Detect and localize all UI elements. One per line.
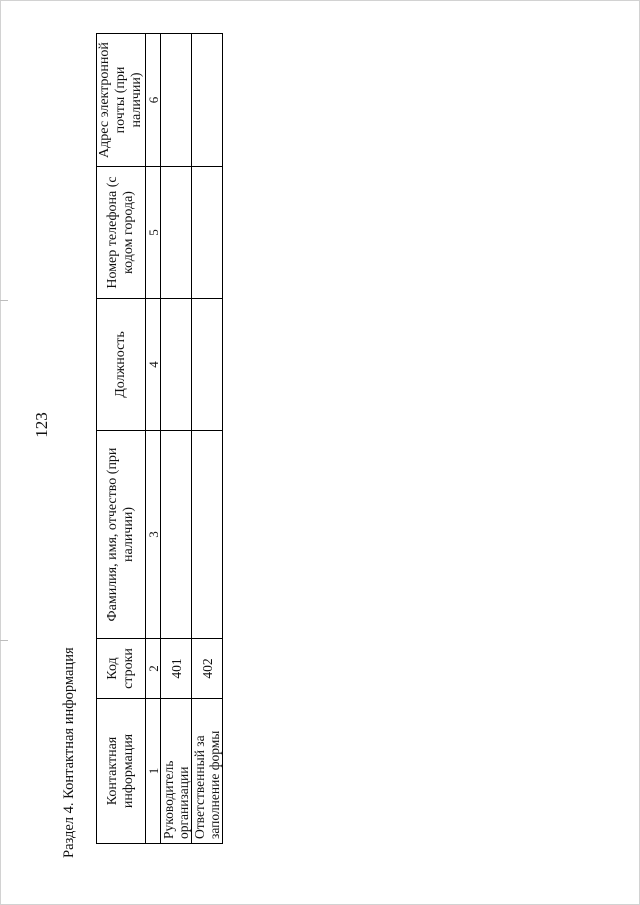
- table-row: [161, 34, 192, 844]
- position-cell: [161, 299, 192, 431]
- row-label: Ответственный за заполнение формы: [192, 699, 223, 844]
- column-header-phone: Номер телефона (с кодом города): [97, 167, 146, 299]
- phone-cell: [161, 167, 192, 299]
- row-code: 401: [161, 639, 192, 699]
- full-name-cell: [192, 431, 223, 639]
- contact-info-table: [96, 33, 223, 844]
- column-number: 4: [146, 299, 161, 431]
- column-number: 6: [146, 34, 161, 167]
- column-header-position: Должность: [97, 299, 146, 431]
- full-name-cell: [161, 431, 192, 639]
- email-cell: [192, 34, 223, 167]
- column-number: 3: [146, 431, 161, 639]
- column-number: 5: [146, 167, 161, 299]
- column-header-full-name: Фамилия, имя, отчество (при наличии): [97, 431, 146, 639]
- section-heading: Раздел 4. Контактная информация: [61, 647, 77, 858]
- email-cell: [161, 34, 192, 167]
- table-header-row: [97, 34, 146, 844]
- column-header-contact-info: Контактная информация: [97, 699, 146, 844]
- table-row: [192, 34, 223, 844]
- position-cell: [192, 299, 223, 431]
- column-number: 2: [146, 639, 161, 699]
- row-code: 402: [192, 639, 223, 699]
- row-label: Руководитель организации: [161, 699, 192, 844]
- column-header-row-code: Код строки: [97, 639, 146, 699]
- column-header-email: Адрес электронной почты (при наличии): [97, 34, 146, 167]
- column-number-row: [146, 34, 161, 844]
- page-number: 123: [32, 412, 51, 438]
- phone-cell: [192, 167, 223, 299]
- column-number: 1: [146, 699, 161, 844]
